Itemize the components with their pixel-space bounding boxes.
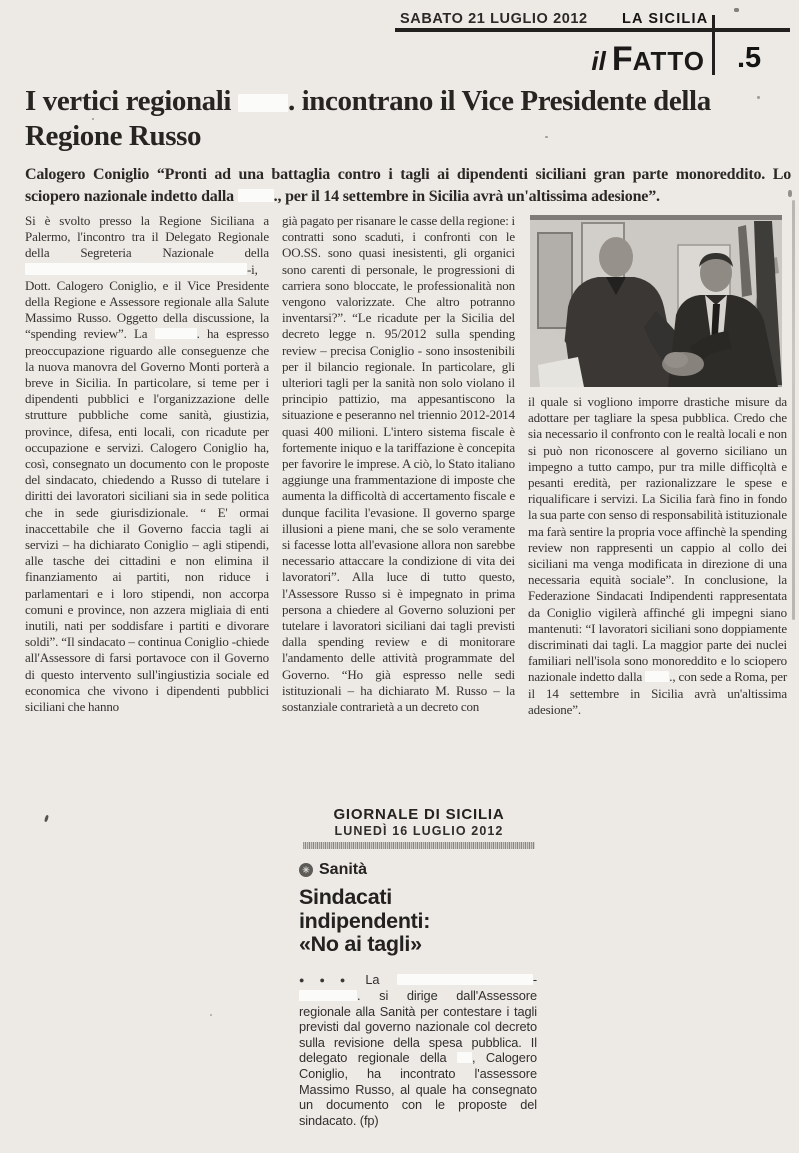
article-photo-handshake — [530, 215, 782, 387]
masthead-rule — [395, 28, 790, 32]
redaction-box-union-2 — [645, 671, 669, 682]
scan-speck — [788, 190, 792, 197]
scan-streak — [792, 200, 795, 620]
redaction-box-clipping-2 — [299, 990, 357, 1001]
handshake-photo-illustration — [530, 215, 782, 387]
section-name-initial: F — [611, 40, 633, 78]
clipping-date: LUNEDÌ 16 LUGLIO 2012 — [334, 824, 504, 838]
column1-text-2: -i, Dott. Calogero Coniglio, e il Vice Presidente della Regione e Assessore regionale alla Salute Massimo Russo. Oggetto della discussione, la “spending review”. La — [25, 261, 269, 342]
scan-speck — [734, 8, 739, 12]
column1-text-3: . ha espresso preoccupazione riguardo alle conseguenze che la nuova manovra del Governo Monti porterà a breve in Sicilia. In particolare, si teme per i dipendenti pubblici e l'organizzazione delle strutture pubbliche come sanità, giustizia, province, difesa, enti locali, con ricadute per occupazione e servizi. Calogero Coniglio ha, così, consegnato un documento con le proposte del sindacato, chiedendo a Russo di tutelare i diritti dei lavoratori siciliani sia in sede politica che in sede giurisdizionale. “ E' ormai inaccettabile che il Governo faccia tagli ai servizi – ha dichiarato Coniglio – agli stipendi, alle tasche dei cittadini e non elimina il finanziamento ai partiti, non riduce i parlamentari e i loro stipendi, non accorpa comuni e province, non azzera migliaia di enti inutili, nati per soddisfare i partiti e divorare soldi”. “Il sindacato – continua Coniglio -chiede all'Assessore di farsi portavoce con il Governo di questo intervento sull'ingiustizia sociale ed economica che vivono i dipendenti pubblici siciliani che hanno — [25, 326, 269, 715]
column3-text-1: il quale si vogliono imporre drastiche misure da adottare per tagliare la spesa pubblica. Credo che sia necessario il confronto con le realtà locali e non si può non riconoscere al governo siciliano un impegno a tutto campo, pur tra mille difficoltà e pesanti eredità, per razionalizzare le spese e riqualificare i servizi. La Sicilia farà fino in fondo la sua parte con senso di responsabilità istituzionale ma farà sentire la propria voce affinchè la spending review non rappresenti un cappio al collo dei siciliani ma venga modificata in direzione di una necessaria equità sociale”. In conclusione, la Federazione Sindacati Indipendenti rappresentata da Coniglio vigilerà affinché gli impegni siano mantenuti: “I lavoratori siciliani sono doppiamente discriminati dai tagli. La maggior parte dei nuclei familiari nell'isola sono monoreddito e lo sciopero nazionale indetto dalla — [528, 394, 787, 685]
section-name-rest: ATTO — [632, 46, 705, 76]
article-subhead — [25, 164, 791, 208]
article-body — [25, 213, 791, 797]
clipping-headline-line: «No ai tagli» — [299, 932, 422, 956]
column1-text-1: Si è svolto presso la Regione Siciliana a Palermo, l'incontro tra il Delegato Regionale della Segreteria Nazionale della — [25, 213, 269, 261]
clipping-text-1: La — [365, 971, 397, 987]
clipping-hatched-divider — [303, 842, 535, 849]
subhead-text-2: ., per il 14 settembre in Sicilia avrà un'altissima adesione”. — [273, 188, 660, 205]
page-number: .5 — [737, 42, 762, 74]
clipping-body — [299, 972, 537, 1129]
section-title — [500, 40, 705, 79]
clipping-text-4: , Calogero Coniglio, ha incontrato l'assessore Massimo Russo, al quale ha consegnato un documento con le proposte del sindacato. (fp) — [299, 1050, 537, 1128]
scan-speck — [44, 815, 49, 823]
scan-speck — [210, 1014, 212, 1016]
clipping-source-name: GIORNALE DI SICILIA — [333, 806, 505, 823]
clipping-text-2: - — [532, 971, 537, 987]
redaction-box-org-name — [25, 263, 247, 275]
clipping-headline-line: indipendenti: — [299, 908, 431, 933]
clipping-headline-line: Sindacati — [299, 885, 392, 909]
masthead-date: SABATO 21 LUGLIO 2012 — [400, 11, 588, 27]
redaction-box-headline — [238, 94, 288, 112]
article-column-3 — [528, 213, 787, 797]
clipping-text-3: . si dirige dall'Assessore regionale alla Sanità per contestare i tagli previsti dal governo nazionale col decreto sulla revisione della spesa pubblica. Il delegato regionale della — [299, 988, 537, 1066]
redaction-box-clipping-3 — [457, 1052, 472, 1063]
scan-speck — [757, 96, 760, 99]
redaction-box-subhead — [238, 189, 274, 202]
article-headline — [25, 84, 791, 154]
article-column-2 — [282, 213, 515, 797]
clipping-headline — [299, 886, 539, 957]
column2-text: già pagato per risanare le casse della regione: i contratti sono scaduti, i confronti con le OO.SS. sono quasi inesistenti, gli organici sono carenti di personale, le progressioni di carriera sono bloccate, le professionalità non vengono valorizzate. Che altro potranno inventarsi?”. “Le ricadute per la Sicilia del decreto legge n. 95/2012 sulla spending review – precisa Coniglio - sono insostenibili per il bilancio regionale. In particolare, gli ulteriori tagli per la sanità non solo violano il principio pattizio, ma appesantiscono la situazione e peseranno nel triennio 2012-2014 quasi 400 milioni. L'intero sistema fiscale è fortemente iniquo e la tariffazione è concepita per favorire le imprese. A ciò, lo Stato italiano aggiunge una frammentazione di imposte che aumenta la difficoltà di accertamento fiscale e dunque facilita l'evasione. Il governo sparge illusioni a piene mani, che se solo veramente si facesse lotta all'evasione allora non sarebbe necessario attaccare la condizione di vita dei lavoratori”. Alla luce di tutto questo, l'Assessore Russo si è impegnato in prima persona a chiedere al Governo soluzioni per tutelare i lavoratori siciliani dai tagli previsti dalla spending review e di monitorare l'andamento delle attività programmate del Governo. “Ho già espresso nelle sedi istituzionali – ha dichiarato M. Russo – la sostanziale contrarietà a un decreto con — [282, 213, 515, 715]
section-prefix: il — [591, 46, 606, 76]
clipping-kicker-label: Sanità — [319, 861, 368, 878]
redaction-box-union — [155, 328, 197, 339]
headline-text-1: I vertici regionali — [25, 85, 238, 117]
headline-text-2: . incontrano il Vice Presidente della Regione Russo — [25, 85, 711, 152]
masthead-divider — [712, 15, 715, 75]
clipping-kicker — [299, 861, 539, 879]
scan-speck — [760, 470, 762, 475]
subhead-text-1: Calogero Coniglio “Pronti ad una battaglia contro i tagli ai dipendenti siciliani gran parte monoreddito. Lo sciopero nazionale indetto dalla — [25, 166, 791, 205]
column3-text-2: ., con sede a Roma, per il 14 settembre in Sicilia avrà un'altissima adesione”. — [528, 669, 787, 717]
redaction-box-clipping-1 — [397, 974, 533, 985]
masthead-newspaper-name: LA SICILIA — [622, 11, 709, 27]
clipping-giornale-di-sicilia — [299, 806, 539, 1128]
sanita-bullet-icon: ✳ — [299, 863, 313, 877]
article-column-1 — [25, 213, 269, 797]
lead-bullets-icon: ●●● — [299, 974, 361, 985]
scan-speck — [545, 136, 548, 138]
scan-speck — [92, 118, 94, 120]
